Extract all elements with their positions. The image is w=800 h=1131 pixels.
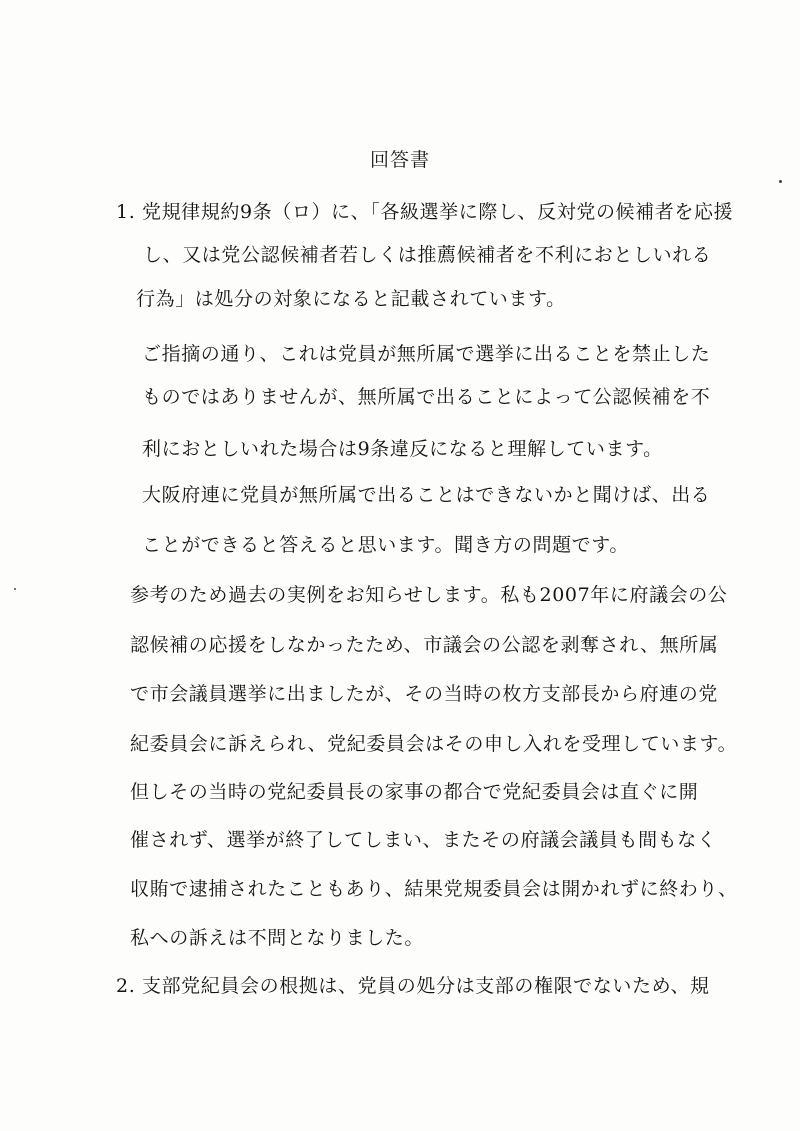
text-line-15: 収賄で逮捕されたこともあり、結果党規委員会は開かれずに終わり、 xyxy=(130,878,738,900)
text-line-17: 2. 支部党紀員会の根拠は、党員の処分は支部の権限でないため、規 xyxy=(116,975,710,997)
page-title: 回答書 xyxy=(369,149,430,171)
text-line-3: 行為」は処分の対象になると記載されています。 xyxy=(136,288,566,310)
text-line-10: 認候補の応援をしなかったため、市議会の公認を剥奪され、無所属 xyxy=(130,634,719,656)
scan-speck xyxy=(779,180,782,183)
text-line-4: ご指摘の通り、これは党員が無所属で選挙に出ることを禁止した xyxy=(142,343,711,365)
text-line-11: で市会議員選挙に出ましたが、その当時の枚方支部長から府連の党 xyxy=(130,683,719,705)
text-line-8: ことができると答えると思います。聞き方の問題です。 xyxy=(142,534,629,556)
text-line-9: 参考のため過去の実例をお知らせします。私も2007年に府議会の公 xyxy=(130,584,728,606)
text-line-13: 但しその当時の党紀委員長の家事の都合で党紀委員会は直ぐに開 xyxy=(130,781,699,803)
text-line-2: し、又は党公認候補者若しくは推薦候補者を不利におとしいれる xyxy=(143,244,712,266)
text-line-14: 催されず、選挙が終了してしまい、またその府議会議員も間もなく xyxy=(130,829,717,851)
scan-speck xyxy=(14,588,16,590)
text-line-6: 利におとしいれた場合は9条違反になると理解しています。 xyxy=(142,438,663,460)
text-line-7: 大阪府連に党員が無所属で出ることはできないかと聞けば、出る xyxy=(142,484,711,506)
text-line-16: 私への訴えは不問となりました。 xyxy=(130,927,425,949)
text-line-5: ものではありませんが、無所属で出ることによって公認候補を不 xyxy=(142,386,711,408)
text-line-12: 紀委員会に訴えられ、党紀委員会はその申し入れを受理しています。 xyxy=(130,733,738,755)
text-line-1: 1. 党規律規約9条（ロ）に、「各級選挙に際し、反対党の候補者を応援 xyxy=(116,201,734,223)
